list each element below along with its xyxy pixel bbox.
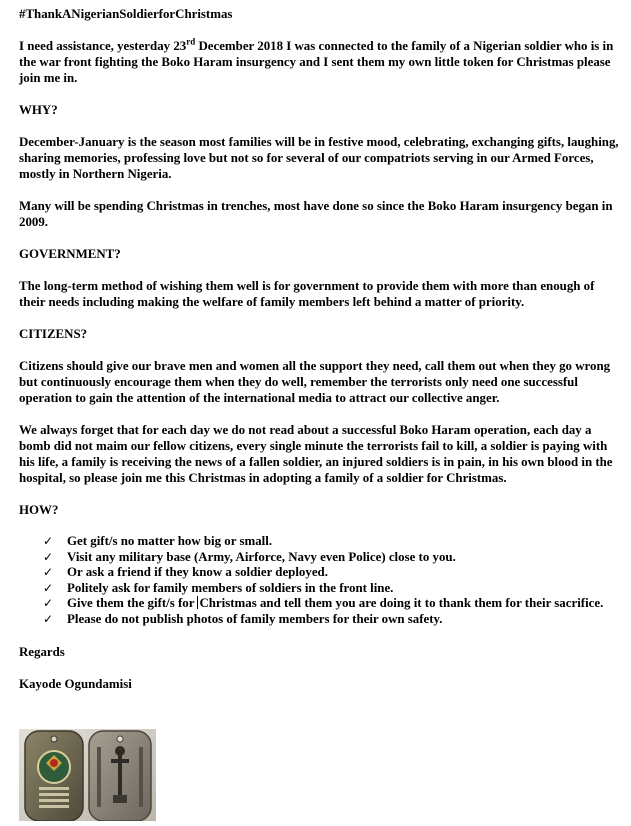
intro-text-start: I need assistance, yesterday 23 bbox=[19, 39, 187, 53]
closing-regards: Regards bbox=[19, 644, 65, 659]
list-item bbox=[19, 612, 623, 628]
list-item-text: Please do not publish photos of family members for their own safety. bbox=[67, 611, 443, 626]
intro-paragraph bbox=[19, 38, 623, 86]
dog-tags-image bbox=[19, 729, 156, 821]
why-paragraph-2: Many will be spending Christmas in trenches, most have done so since the Boko Haram insurgency began in 2009. bbox=[19, 199, 613, 229]
dog-tags-photo bbox=[19, 729, 156, 821]
citizens-paragraph-2: We always forget that for each day we do not read about a successful Boko Haram operation, each day a bomb did not maim our fellow citizens, every single minute the terrorists fail to kill, a soldier is paying with his life, a family is receiving the news of a fallen soldier, an injured soldiers is in pain, in his own blood in the hospital, so please join me this Christmas in adopting a family of a soldier for Christmas. bbox=[19, 423, 613, 485]
checkmark-icon: ✓ bbox=[43, 565, 54, 580]
hashtag-title: #ThankANigerianSoldierforChristmas bbox=[19, 7, 233, 21]
heading-government: GOVERNMENT? bbox=[19, 247, 121, 261]
citizens-paragraph-1: Citizens should give our brave men and women all the support they need, call them out when they go wrong but continuously encourage them when they do well, remember the terrorists only need one successful operation to gain the attention of the international media to attract our collective anger. bbox=[19, 359, 611, 405]
why-paragraph-1: December-January is the season most families will be in festive mood, celebrating, exchanging gifts, laughing, sharing memories, professing love but not so for several of our compatriots serving in our Armed Forces, mostly in Northern Nigeria. bbox=[19, 135, 619, 181]
list-item-text: Visit any military base (Army, Airforce, Navy even Police) close to you. bbox=[67, 549, 456, 564]
intro-ordinal-suffix: rd bbox=[186, 36, 196, 47]
signature-name: Kayode Ogundamisi bbox=[19, 676, 132, 691]
list-item bbox=[19, 596, 623, 612]
list-item-text-start: Give them the gift/s for bbox=[67, 596, 198, 611]
heading-why: WHY? bbox=[19, 103, 58, 117]
checkmark-icon: ✓ bbox=[43, 611, 54, 626]
document-body bbox=[19, 6, 623, 692]
list-item bbox=[19, 581, 623, 597]
list-item-text: Get gift/s no matter how big or small. bbox=[67, 534, 273, 548]
list-item-text: Politely ask for family members of soldiers in the front line. bbox=[67, 580, 394, 595]
heading-how: HOW? bbox=[19, 503, 59, 517]
list-item bbox=[19, 550, 623, 566]
list-item bbox=[19, 565, 623, 581]
intro-text-end: December 2018 I was connected to the family of a Nigerian soldier who is in the war front fighting the Boko Haram insurgency and I sent them my own little token for Christmas please join me in. bbox=[19, 39, 614, 85]
how-checklist bbox=[19, 534, 623, 628]
heading-citizens: CITIZENS? bbox=[19, 327, 88, 341]
list-item bbox=[19, 534, 623, 550]
list-item-text-end: Christmas and tell them you are doing it to thank them for their sacrifice. bbox=[199, 596, 604, 611]
checkmark-icon: ✓ bbox=[43, 534, 54, 548]
checkmark-icon: ✓ bbox=[43, 580, 54, 595]
checkmark-icon: ✓ bbox=[43, 549, 54, 564]
checkmark-icon: ✓ bbox=[43, 596, 54, 611]
list-item-text: Or ask a friend if they know a soldier deployed. bbox=[67, 565, 328, 580]
government-paragraph: The long-term method of wishing them well is for government to provide them with more than enough of their needs including making the welfare of family members left behind a matter of priority. bbox=[19, 279, 595, 309]
